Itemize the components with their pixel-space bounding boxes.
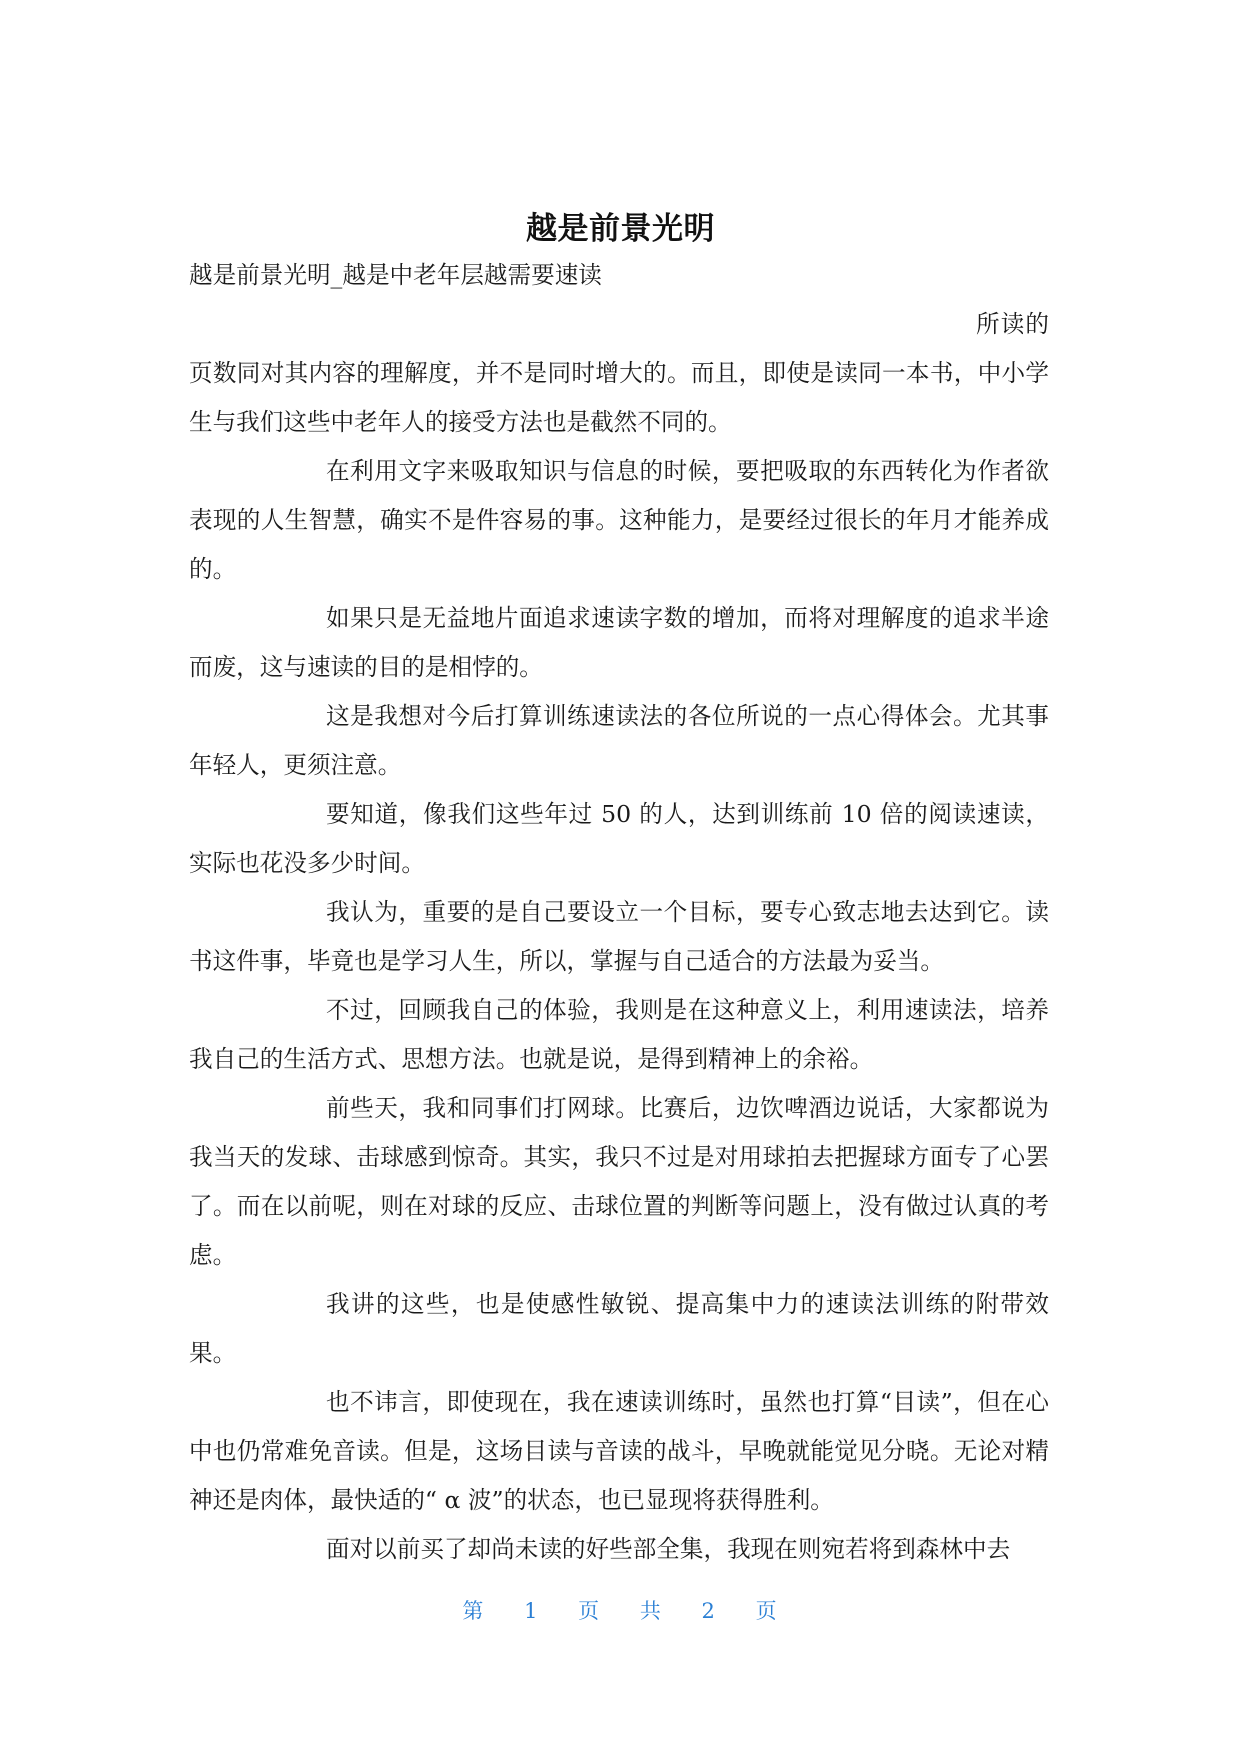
document-subtitle: 越是前景光明_越是中老年层越需要速读 [189,261,602,289]
paragraph: 面对以前买了却尚未读的好些部全集，我现在则宛若将到森林中去 [326,1535,1011,1563]
paragraph: 不过，回顾我自己的体验，我则是在这种意义上，利用速读法，培养我自己的生活方式、思想方法。也就是说，是得到精神上的余裕。 [189,996,1049,1073]
paragraph: 这是我想对今后打算训练速读法的各位所说的一点心得体会。尤其事年轻人，更须注意。 [189,702,1049,779]
paragraph: 在利用文字来吸取知识与信息的时候，要把吸取的东西转化为作者欲表现的人生智慧，确实不是件容易的事。这种能力，是要经过很长的年月才能养成的。 [189,457,1049,583]
paragraph: 前些天，我和同事们打网球。比赛后，边饮啤酒边说话，大家都说为我当天的发球、击球感到惊奇。其实，我只不过是对用球拍去把握球方面专了心罢了。而在以前呢，则在对球的反应、击球位置的判断等问题上，没有做过认真的考虑。 [189,1094,1049,1269]
paragraph: 我认为，重要的是自己要设立一个目标，要专心致志地去达到它。读书这件事，毕竟也是学习人生，所以，掌握与自己适合的方法最为妥当。 [189,898,1049,975]
paragraph: 也不讳言，即使现在，我在速读训练时，虽然也打算“目读”，但在心中也仍常难免音读。但是，这场目读与音读的战斗，早晚就能觉见分晓。无论对精神还是肉体，最快适的“ α 波”的状态，也已显现将获得胜利。 [189,1388,1049,1514]
footer-total-label: 共 [639,1599,663,1623]
document-body [189,251,1049,1574]
paragraph: 要知道，像我们这些年过 50 的人，达到训练前 10 倍的阅读速读，实际也花没多少时间。 [189,800,1049,877]
footer-page-label: 第 [462,1599,486,1623]
paragraph: 所读的页数同对其内容的理解度，并不是同时增大的。而且，即使是读同一本书，中小学生与我们这些中老年人的接受方法也是截然不同的。 [189,310,1049,436]
paragraph: 我讲的这些，也是使感性敏锐、提高集中力的速读法训练的附带效果。 [189,1290,1049,1367]
footer-page-unit: 页 [578,1599,602,1623]
page-footer [0,1596,1241,1626]
footer-total-unit: 页 [755,1599,779,1623]
footer-page-number: 1 [524,1599,540,1623]
page-title: 越是前景光明 [526,210,715,247]
footer-total-pages: 2 [701,1599,717,1623]
paragraph: 如果只是无益地片面追求速读字数的增加，而将对理解度的追求半途而废，这与速读的目的是相悖的。 [189,604,1049,681]
